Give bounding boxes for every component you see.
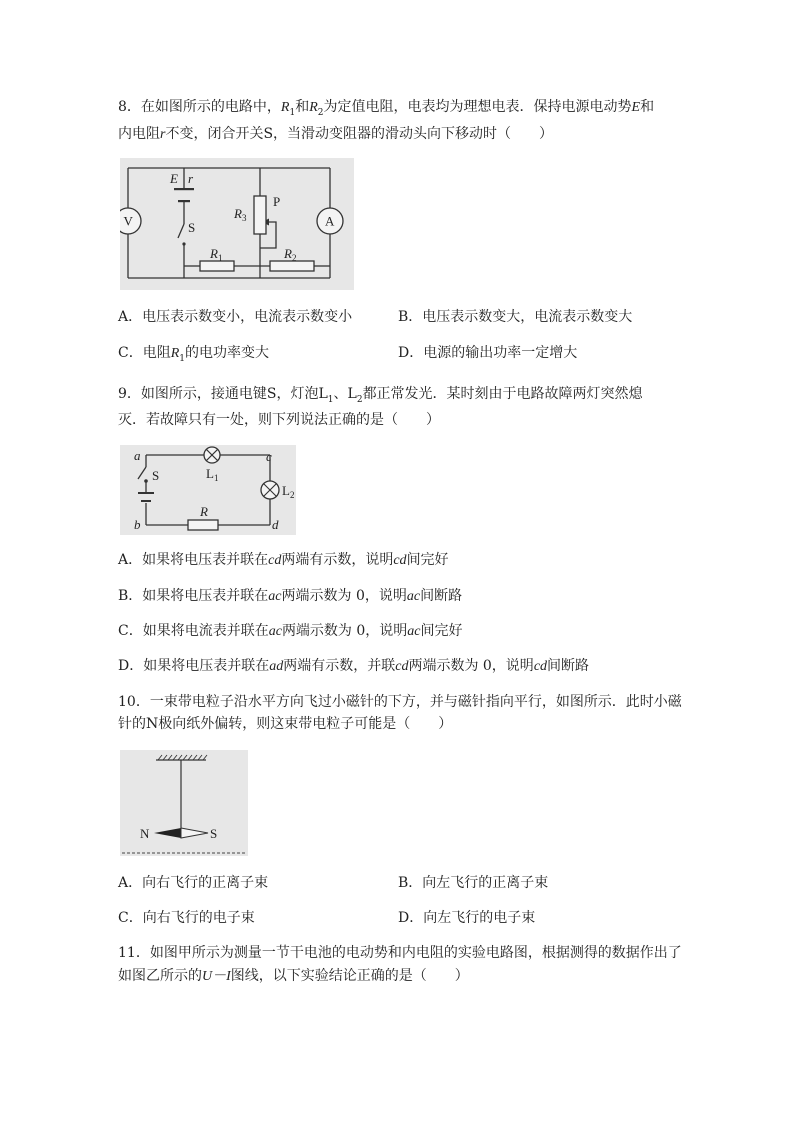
magnet-s-pole xyxy=(181,828,208,838)
q8-stem-line-2: 内电阻r不变，闭合开关S，当滑动变阻器的滑动头向下移动时（ ） xyxy=(118,126,554,142)
battery-short-plate xyxy=(141,500,151,502)
resistor-r-label: R xyxy=(200,504,208,519)
node-c-label: c xyxy=(266,449,272,464)
lamp-l2-label: $L_2$ xyxy=(282,483,295,500)
q9-circuit-figure xyxy=(120,445,296,535)
q11-stem-line-1: 11．如图甲所示为测量一节干电池的电动势和内电阻的实验电路图，根据测得的数据作出了 xyxy=(118,945,682,961)
q9-option-b[interactable]: B．如果将电压表并联在ac两端示数为 0，说明ac间断路 xyxy=(118,588,463,604)
ceiling-hatch xyxy=(158,755,207,760)
q9-circuit-diagram xyxy=(120,445,296,535)
battery-long-plate xyxy=(174,188,194,190)
r1-label: $R_1$ xyxy=(210,246,223,263)
resistor-r3 xyxy=(254,196,266,234)
node-a-label: a xyxy=(134,448,141,463)
q10-option-a[interactable]: A．向右飞行的正离子束 xyxy=(118,875,269,891)
battery-long-plate xyxy=(138,492,154,494)
q10-stem-line-1: 10．一束带电粒子沿水平方向飞过小磁针的下方，并与磁针指向平行，如图所示．此时小磁 xyxy=(118,694,682,710)
q10-option-d[interactable]: D．向左飞行的电子束 xyxy=(398,910,536,926)
q10-magnet-diagram xyxy=(120,750,248,856)
battery-short-plate xyxy=(178,200,190,202)
node-d-label: d xyxy=(272,517,279,532)
q10-option-c[interactable]: C．向右飞行的电子束 xyxy=(118,910,255,926)
q8-circuit-figure xyxy=(120,158,354,290)
switch-contact xyxy=(144,479,148,483)
q8-circuit-diagram xyxy=(120,158,354,290)
q8-stem-line-1: 8．在如图所示的电路中，$R_1$和$R_2$为定值电阻，电表均为理想电表．保持电源电动势E和 xyxy=(118,99,655,118)
q9-option-a[interactable]: A．如果将电压表并联在cd两端有示数，说明cd间完好 xyxy=(118,552,449,568)
ammeter-label: A xyxy=(325,213,335,229)
slider-p-label: P xyxy=(273,194,281,209)
switch-contact xyxy=(182,242,185,245)
q10-option-b[interactable]: B．向左飞行的正离子束 xyxy=(398,875,549,891)
internal-resistance-label: r xyxy=(188,171,194,186)
q9-option-c[interactable]: C．如果将电流表并联在ac两端示数为 0，说明ac间完好 xyxy=(118,623,463,639)
r2-label: $R_2$ xyxy=(284,246,297,263)
s-pole-label: S xyxy=(210,826,218,841)
q10-magnet-figure xyxy=(120,750,248,856)
switch-label: S xyxy=(188,220,196,235)
q10-stem-line-2: 针的N极向纸外偏转，则这束带电粒子可能是（ ） xyxy=(118,716,453,732)
q11-stem-line-2: 如图乙所示的U－I图线，以下实验结论正确的是（ ） xyxy=(118,968,469,984)
emf-label: E xyxy=(170,171,178,186)
q8-option-d[interactable]: D．电源的输出功率一定增大 xyxy=(398,345,578,361)
q8-option-b[interactable]: B．电压表示数变大，电流表示数变大 xyxy=(398,309,633,325)
magnet-n-pole xyxy=(154,828,181,838)
resistor-r xyxy=(188,520,218,530)
lamp-l1-label: $L_1$ xyxy=(206,466,219,483)
switch-label: S xyxy=(152,468,160,483)
q8-option-a[interactable]: A．电压表示数变小，电流表示数变小 xyxy=(118,309,353,325)
q9-stem-line-2: 灭．若故障只有一处，则下列说法正确的是（ ） xyxy=(118,412,440,428)
r3-label: $R_3$ xyxy=(234,206,247,223)
n-pole-label: N xyxy=(140,826,150,841)
node-b-label: b xyxy=(134,517,141,532)
q9-option-d[interactable]: D．如果将电压表并联在ad两端有示数，并联cd两端示数为 0，说明cd间断路 xyxy=(118,658,590,674)
q9-stem-line-1: 9．如图所示，接通电键S，灯泡$L_1$、$L_2$都正常发光．某时刻由于电路故障两灯突然熄 xyxy=(118,386,643,405)
voltmeter-label: V xyxy=(123,213,133,229)
q8-option-c[interactable]: C．电阻$R_1$的电功率变大 xyxy=(118,345,270,364)
